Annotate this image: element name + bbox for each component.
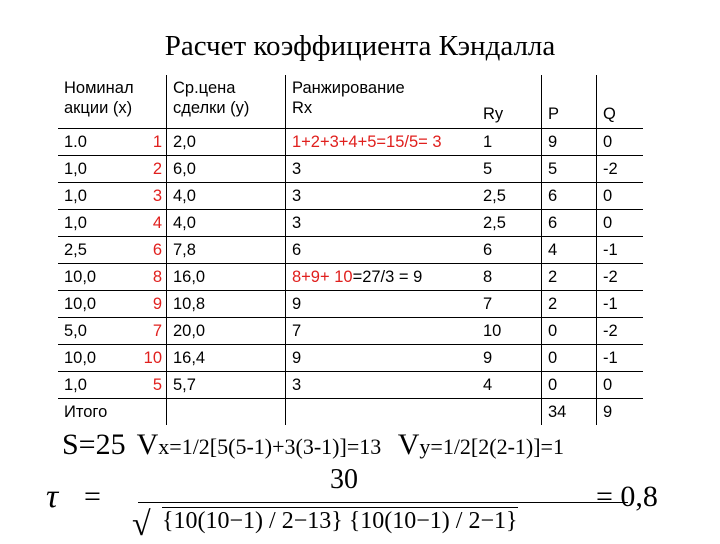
cell-x: 10,0 8: [58, 264, 167, 291]
kendall-table: [58, 75, 643, 425]
tau-numerator: 30: [330, 464, 358, 495]
cell-p: 9: [542, 129, 597, 156]
cell-rx: 9: [286, 291, 478, 318]
cell-p: 0: [542, 372, 597, 399]
tau-symbol: τ: [46, 478, 59, 515]
cell-q: 0: [597, 129, 644, 156]
total-q: 9: [597, 399, 644, 426]
cell-ry: 2,5: [477, 183, 542, 210]
cell-q: -1: [597, 345, 644, 372]
s-value: S=25: [62, 428, 126, 461]
table-row: [58, 264, 643, 291]
cell-y: 16,0: [167, 264, 286, 291]
cell-ry: 7: [477, 291, 542, 318]
cell-q: 0: [597, 210, 644, 237]
cell-y: 4,0: [167, 183, 286, 210]
tau-denominator: {10(10−1) / 2−13} {10(10−1) / 2−1}: [162, 508, 518, 534]
table-row: [58, 210, 643, 237]
cell-rx: 6: [286, 237, 478, 264]
total-p: 34: [542, 399, 597, 426]
cell-p: 0: [542, 345, 597, 372]
cell-rx: 7: [286, 318, 478, 345]
cell-q: -2: [597, 264, 644, 291]
cell-rx: 3: [286, 183, 478, 210]
tau-formula: [40, 462, 720, 543]
cell-q: -1: [597, 291, 644, 318]
header-ranking: Ранжирование Rх: [286, 75, 478, 129]
cell-p: 6: [542, 210, 597, 237]
header-q: Q: [597, 75, 644, 129]
cell-rx: 8+9+ 10=27/3 = 9: [286, 264, 478, 291]
tau-result: = 0,8: [596, 480, 658, 513]
cell-x: 1,0 5: [58, 372, 167, 399]
vx-formula: x=1/2[5(5-1)+3(3-1)]=13: [158, 434, 382, 459]
cell-q: -2: [597, 156, 644, 183]
cell-x: 1,0 4: [58, 210, 167, 237]
cell-q: 0: [597, 372, 644, 399]
page-title: Расчет коэффициента Кэндалла: [164, 30, 556, 62]
cell-x: 1,0 3: [58, 183, 167, 210]
table-row: [58, 318, 643, 345]
header-ry: Ry: [483, 105, 504, 123]
cell-x: 10,0 10: [58, 345, 167, 372]
table-row: [58, 129, 643, 156]
header-p: P: [542, 75, 597, 129]
cell-rx: 3: [286, 372, 478, 399]
table-row: [58, 237, 643, 264]
cell-rx: 3: [286, 156, 478, 183]
cell-p: 2: [542, 264, 597, 291]
cell-p: 4: [542, 237, 597, 264]
cell-q: -2: [597, 318, 644, 345]
cell-y: 16,4: [167, 345, 286, 372]
cell-ry: 4: [477, 372, 542, 399]
cell-q: -1: [597, 237, 644, 264]
cell-x: 10,0 9: [58, 291, 167, 318]
table-row: [58, 156, 643, 183]
cell-p: 0: [542, 318, 597, 345]
table-row: [58, 183, 643, 210]
header-price: Ср.цена сделки (у): [167, 75, 286, 129]
cell-x: 1.0 1: [58, 129, 167, 156]
cell-ry: 5: [477, 156, 542, 183]
header-nominal: Номинал акции (х): [64, 79, 134, 117]
cell-ry: 6: [477, 237, 542, 264]
cell-ry: 8: [477, 264, 542, 291]
cell-ry: 9: [477, 345, 542, 372]
cell-ry: 2,5: [477, 210, 542, 237]
fraction-bar: [138, 502, 628, 503]
cell-y: 5,7: [167, 372, 286, 399]
cell-y: 20,0: [167, 318, 286, 345]
cell-y: 7,8: [167, 237, 286, 264]
total-row: [58, 399, 643, 426]
total-label: Итого: [58, 399, 167, 426]
cell-rx: 3: [286, 210, 478, 237]
cell-y: 4,0: [167, 210, 286, 237]
cell-y: 6,0: [167, 156, 286, 183]
table-row: [58, 345, 643, 372]
cell-y: 10,8: [167, 291, 286, 318]
cell-x: 5,0 7: [58, 318, 167, 345]
cell-x: 1,0 2: [58, 156, 167, 183]
cell-x: 2,5 6: [58, 237, 167, 264]
cell-rx: 1+2+3+4+5=15/5= 3: [286, 129, 478, 156]
table-row: [58, 291, 643, 318]
cell-y: 2,0: [167, 129, 286, 156]
cell-ry: 10: [477, 318, 542, 345]
vy-formula: y=1/2[2(2-1)]=1: [419, 434, 564, 459]
tau-equals: =: [84, 480, 101, 513]
variance-formulas: S=25 Vx=1/2[5(5-1)+3(3-1)]=13 Vy=1/2[2(2-1)]=1: [62, 428, 564, 461]
cell-rx: 9: [286, 345, 478, 372]
cell-p: 5: [542, 156, 597, 183]
cell-ry: 1: [477, 129, 542, 156]
table-row: [58, 372, 643, 399]
cell-p: 2: [542, 291, 597, 318]
header-row: [58, 75, 643, 129]
cell-p: 6: [542, 183, 597, 210]
sqrt-icon: √: [132, 506, 151, 543]
cell-q: 0: [597, 183, 644, 210]
